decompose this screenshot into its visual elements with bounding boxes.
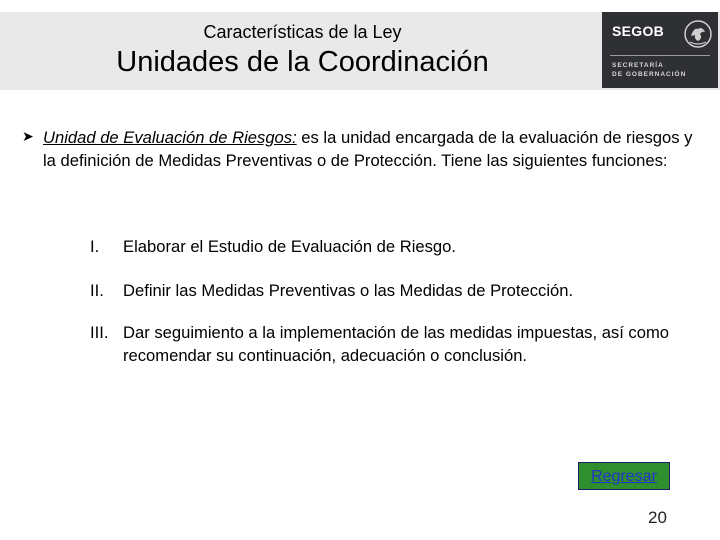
return-button[interactable]: Regresar bbox=[578, 462, 670, 490]
logo-line-1: SECRETARÍA bbox=[612, 62, 664, 69]
intro-rest: es la unidad encargada de la evaluación de riesgos y la definición de Medidas Preventivas o de Protección. Tiene las siguientes funciones: bbox=[43, 128, 693, 170]
page-number: 20 bbox=[648, 508, 667, 527]
segob-logo bbox=[602, 12, 718, 88]
logo-line-2: DE GOBERNACIÓN bbox=[612, 71, 687, 78]
slide-subtitle: Características de la Ley bbox=[203, 22, 402, 42]
intro-paragraph bbox=[43, 126, 693, 172]
slide-title: Unidades de la Coordinación bbox=[116, 46, 489, 78]
list-item-text: Dar seguimiento a la implementación de las medidas impuestas, así como recomendar su continuación, adecuación o conclusión. bbox=[123, 323, 670, 365]
list-item-text: Elaborar el Estudio de Evaluación de Riesgo. bbox=[123, 237, 457, 256]
list-item-number: III. bbox=[90, 323, 109, 342]
intro-lead: Unidad de Evaluación de Riesgos: bbox=[43, 128, 297, 147]
eagle-emblem-icon bbox=[682, 18, 714, 50]
logo-name: SEGOB bbox=[612, 23, 665, 39]
logo-subtitle bbox=[612, 61, 686, 79]
list-item-text: Definir las Medidas Preventivas o las Medidas de Protección. bbox=[123, 281, 574, 300]
arrow-bullet-icon: ➤ bbox=[22, 128, 34, 144]
list-item-number: I. bbox=[90, 237, 100, 256]
list-item-number: II. bbox=[90, 281, 104, 300]
logo-divider bbox=[610, 55, 710, 56]
